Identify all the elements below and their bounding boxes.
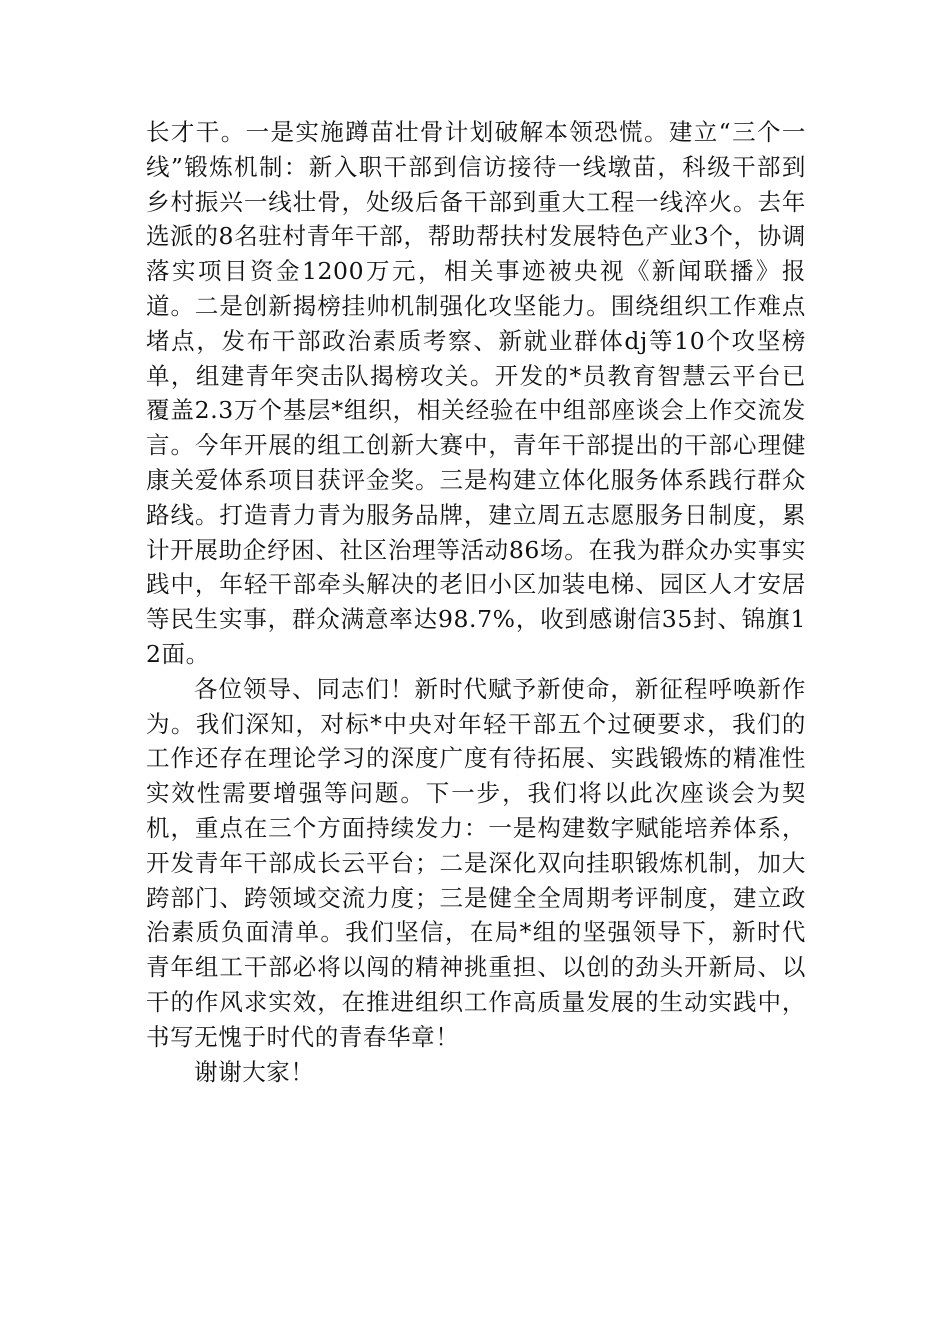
paragraph-continuation: 长才干。一是实施蹲苗壮骨计划破解本领恐慌。建立“三个一线”锻炼机制：新入职干部到信访接待一线墩苗，科级干部到乡村振兴一线壮骨，处级后备干部到重大工程一线淬火。去年选派的8名驻村青年干部，帮助帮扶村发展特色产业3个，协调落实项目资金1200万元，相关事迹被央视《新闻联播》报道。二是创新揭榜挂帅机制强化攻坚能力。围绕组织工作难点堵点，发布干部政治素质考察、新就业群体dj等10个攻坚榜单，组建青年突击队揭榜攻关。开发的*员教育智慧云平台已覆盖2.3万个基层*组织，相关经验在中组部座谈会上作交流发言。今年开展的组工创新大赛中，青年干部提出的干部心理健康关爱体系项目获评金奖。三是构建立体化服务体系践行群众路线。打造青力青为服务品牌，建立周五志愿服务日制度，累计开展助企纾困、社区治理等活动86场。在我为群众办实事实践中，年轻干部牵头解决的老旧小区加装电梯、园区人才安居等民生实事，群众满意率达98.7%，收到感谢信35封、锦旗12面。: [146, 118, 806, 668]
paragraph-closing-remarks: 各位领导、同志们！新时代赋予新使命，新征程呼唤新作为。我们深知，对标*中央对年轻干部五个过硬要求，我们的工作还存在理论学习的深度广度有待拓展、实践锻炼的精准性实效性需要增强等问题。下一步，我们将以此次座谈会为契机，重点在三个方面持续发力：一是构建数字赋能培养体系，开发青年干部成长云平台；二是深化双向挂职锻炼机制，加大跨部门、跨领域交流力度；三是健全全周期考评制度，建立政治素质负面清单。我们坚信，在局*组的坚强领导下，新时代青年组工干部必将以闯的精神挑重担、以创的劲头开新局、以干的作风求实效，在推进组织工作高质量发展的生动实践中，书写无愧于时代的青春华章！: [146, 674, 806, 1051]
paragraph-thanks: 谢谢大家！: [194, 1057, 315, 1086]
document-body: [146, 115, 806, 1089]
